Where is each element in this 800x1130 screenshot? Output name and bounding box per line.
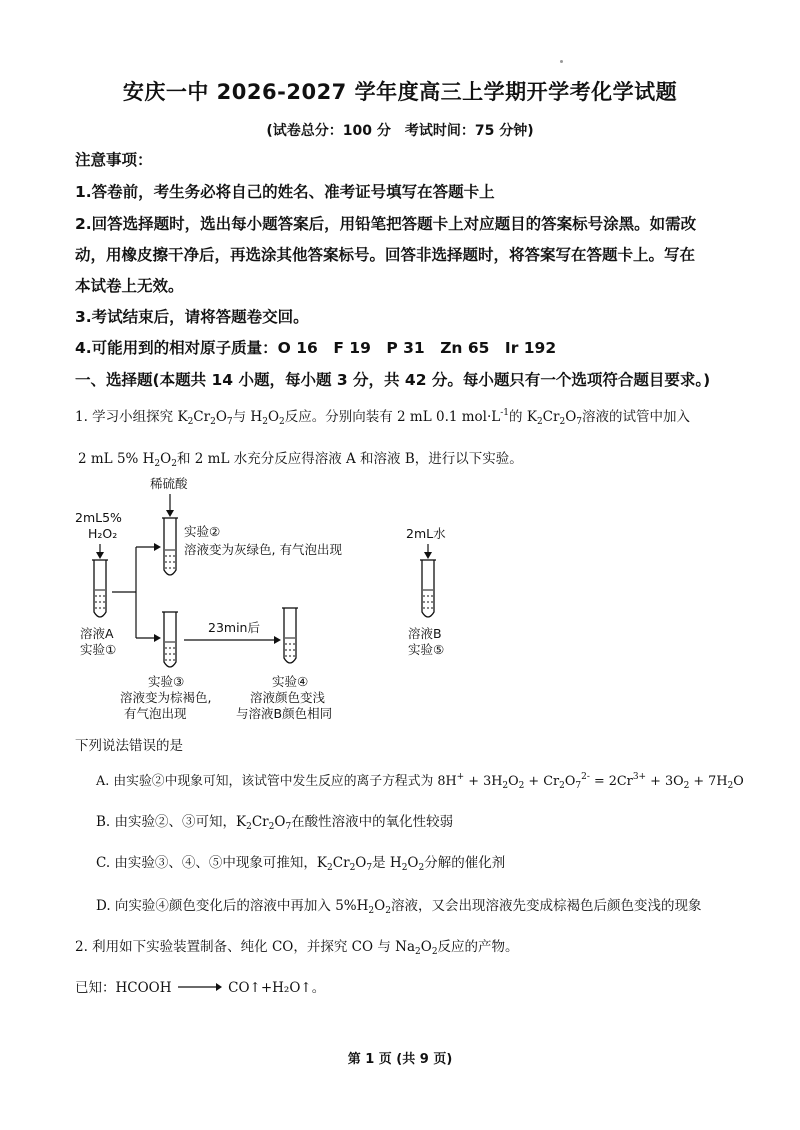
time-label: 23min后 <box>208 620 260 635</box>
time-arrowhead <box>274 636 281 644</box>
notice-item-2-line-1: 2.回答选择题时，选出每小题答案后，用铅笔把答题卡上对应题目的答案标号涂黑。如需改 <box>75 215 697 233</box>
branch-to-exp3-head <box>154 634 161 642</box>
q1-option-a: A. 由实验②中现象可知，该试管中发生反应的离子方程式为 $8H^+ + 3H_2O_2 + Cr_2O_7^{2-} = 2Cr^{3+} + 3O_2 + 7H_2O$ <box>96 772 744 791</box>
notice-item-1: 1.答卷前，考生务必将自己的姓名、准考证号填写在答题卡上 <box>75 183 495 201</box>
tube-experiment-4 <box>282 608 298 663</box>
experiment-4-desc-2: 与溶液B颜色相同 <box>236 706 333 721</box>
experiment-2-desc: 溶液变为灰绿色, 有气泡出现 <box>184 542 342 557</box>
notice-item-4: 4.可能用到的相对原子质量：O 16 F 19 P 31 Zn 65 Ir 192 <box>75 339 557 357</box>
tube-solution-b <box>420 560 436 617</box>
q1-option-d: D. 向实验④颜色变化后的溶液中再加入 $5\%H_2O_2$溶液，又会出现溶液先变成棕褐色后颜色变浅的现象 <box>96 898 702 916</box>
solution-b-label: 溶液B <box>408 626 442 641</box>
branch-to-exp2-head <box>154 543 161 551</box>
notice-heading: 注意事项： <box>75 151 153 169</box>
page-subtitle: (试卷总分：100 分 考试时间：75 分钟) <box>266 123 534 139</box>
h2o2-arrowhead <box>96 552 104 559</box>
tube-solution-a <box>92 560 108 617</box>
page-title: 安庆一中 2026-2027 学年度高三上学期开学考化学试题 <box>122 80 678 104</box>
scan-speck <box>560 60 563 63</box>
notice-item-2-line-2: 动，用橡皮擦干净后，再选涂其他答案标号。回答非选择题时，将答案写在答题卡上。写在 <box>75 246 696 264</box>
reaction-condition-arrow <box>176 976 224 998</box>
q1-question: 下列说法错误的是 <box>75 738 183 754</box>
experiment-4-title: 实验④ <box>272 674 309 689</box>
solution-a-label: 溶液A <box>80 626 114 641</box>
acid-label: 稀硫酸 <box>150 476 188 491</box>
section-1-heading: 一、选择题(本题共 14 小题，每小题 3 分，共 42 分。每小题只有一个选项符合题目要求。) <box>75 371 711 389</box>
experiment-4-desc-1: 溶液颜色变浅 <box>250 690 326 705</box>
experiment-5-label: 实验⑤ <box>408 642 445 657</box>
q2-known: 已知：HCOOH CO↑+H₂O↑。 <box>75 976 735 998</box>
h2o2-label-2: H₂O₂ <box>88 526 118 541</box>
q1-option-c: C. 由实验③、④、⑤中现象可推知，$K_2Cr_2O_7$是 $H_2O_2$分解的催化剂 <box>96 855 506 873</box>
water-arrowhead <box>424 552 432 559</box>
water-label: 2mL水 <box>406 526 446 541</box>
q2-stem: 2. 利用如下实验装置制备、纯化 CO，并探究 CO 与 $Na_2O_2$反应的产物。 <box>75 939 519 957</box>
experiment-1-label: 实验① <box>80 642 117 657</box>
q1-stem-line-1: 1. 学习小组探究 $K_2Cr_2O_7$与 $H_2O_2$反应。分别向装有 2 mL 0.1 $mol\cdot L^{-1}$的 $K_2Cr_2O_7$溶液的试管中加入 <box>75 408 691 427</box>
notice-item-3: 3.考试结束后，请将答题卷交回。 <box>75 308 309 326</box>
notice-item-2-line-3: 本试卷上无效。 <box>75 277 184 295</box>
q1-stem-line-2: 2 mL 5% $H_2O_2$和 2 mL 水充分反应得溶液 A 和溶液 B，进行以下实验。 <box>78 451 523 469</box>
page-footer: 第 1 页 (共 9 页) <box>347 1052 453 1067</box>
experiment-2-title: 实验② <box>184 524 221 539</box>
acid-arrowhead <box>166 510 174 517</box>
experiment-3-title: 实验③ <box>148 674 185 689</box>
h2o2-label-1: 2mL5% <box>75 510 122 525</box>
tube-experiment-3 <box>162 612 178 667</box>
experiment-diagram <box>70 472 470 732</box>
experiment-3-desc-2: 有气泡出现 <box>124 706 187 721</box>
experiment-3-desc-1: 溶液变为棕褐色, <box>120 690 212 705</box>
q1-option-b: B. 由实验②、③可知，$K_2Cr_2O_7$在酸性溶液中的氧化性较弱 <box>96 814 454 832</box>
tube-experiment-2 <box>162 518 178 575</box>
